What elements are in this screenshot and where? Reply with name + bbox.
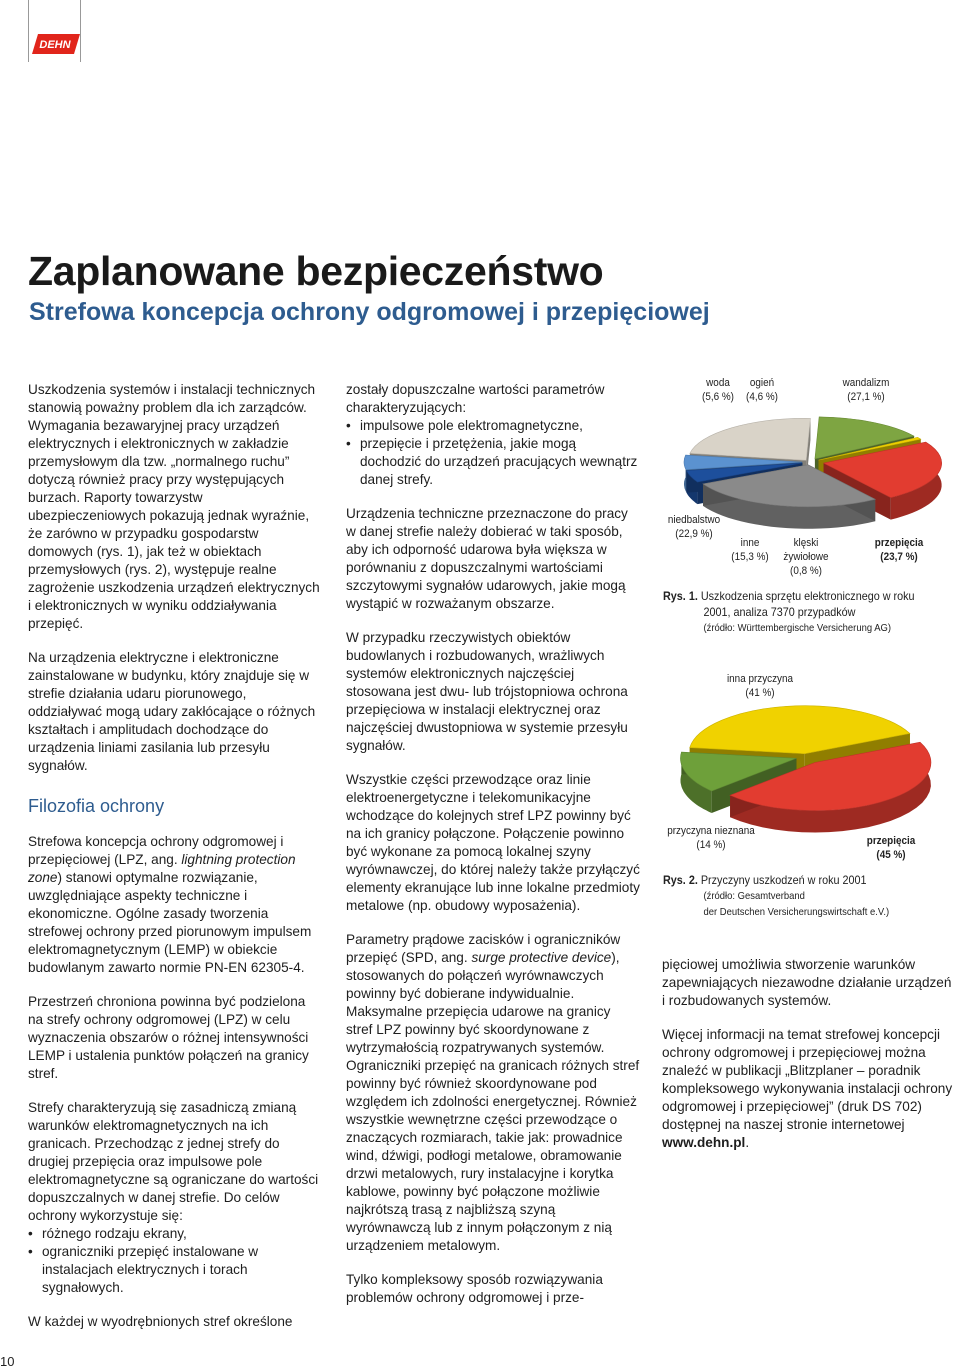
column-1 [28,381,324,1347]
pie-slice-niedbalstwo [690,418,811,460]
figure-caption-2: Rys. 2. Przyczyny uszkodzeń w roku 2001 (źródło: Gesamtverband der Deutschen Versicherungswirtschaft e.V.) [663,873,890,918]
paragraph: W przypadku rzeczywistych obiektów budowlanych i rozbudowanych, wrażliwych systemów elektronicznych najczęściej stosowana jest dwu- lub trójstopniowa ochrona przepięciowa w instalacji elektrycznej oraz najczęściej dwustopniowa w systemie przesyłu sygnałów. [346,630,628,753]
paragraph: W każdej w wyodrębnionych stref określone [28,1314,293,1329]
paragraph: Urządzenia techniczne przeznaczone do pracy w danej strefie należy dobierać w taki sposób, aby ich odporność udarowa była większa w porównaniu z dopuszczalnymi wartościami szczytowymi sygnałów udarowych, jakie mogą wystąpić w rozważanym obszarze. [346,506,628,611]
column-2 [346,381,640,1323]
bullet-list [346,417,640,489]
margin-line-right [80,0,81,62]
label-kleski: klęski żywiołowe (0,8 %) [783,537,829,577]
logo-text: DEHN [39,39,71,51]
list-item: • różnego rodzaju ekrany, [28,1225,324,1243]
website-link[interactable]: www.dehn.pl [662,1135,746,1150]
label-inne: inne (15,3 %) [731,537,769,563]
paragraph: zostały dopuszczalne wartości parametrów charakteryzujących: [346,382,605,415]
paragraph: Wszystkie części przewodzące oraz linie elektroenergetyczne i telekomunikacyjne wchodzące do kolejnych stref LPZ powinny być na ich granicy połączone. Połączenie powinno być wykonane za pomocą lokalnej szyny wyrównawczej, do której należy także przyłączyć elementy ekranujące lub inne lokalne przedmioty metalowe (np. obudowy wyposażenia). [346,772,640,913]
label-inna-przyczyna: inna przyczyna (41 %) [726,673,794,699]
paragraph: Uszkodzenia systemów i instalacji technicznych stanowią poważny problem dla ich zarządców. Wymagania bezawaryjnej pracy urządzeń elektrycznych i elektronicznych w zakładzie przemysłowym dla tzw. „normalnego ruchu” dotyczą również pracy przy występujących burzach. Raporty towarzystw ubezpieczeniowych pokazują jednak wyraźnie, że zarówno w przypadku gospodarstw domowych (rys. 1), jak też w obiektach przemysłowych (rys. 2), występuje realne zagrożenie uszkodzenia urządzeń elektrycznych i elektronicznych w wyniku oddziaływania przepięć. [28,382,320,631]
paragraph: Więcej informacji na temat strefowej koncepcji ochrony odgromowej i przepięciowej można znaleźć w publikacji „Blitzplaner – poradnik kompleksowego wykonywania instalacji ochrony odgromowej i przepięciowej” (druk DS 702) dostępnej na naszej stronie internetowej www.dehn.pl. [662,1027,953,1150]
page-title: Zaplanowane bezpieczeństwo [28,248,604,294]
dehn-logo [30,30,80,58]
page-number: 10 [0,1354,15,1369]
paragraph: Strefowa koncepcja ochrony odgromowej i przepięciowej (LPZ, ang. lightning protection zone) stanowi optymalne rozwiązanie, uwzględniające aspekty techniczne i ekonomiczne. Ogólne zasady tworzenia strefowej ochrony przed piorunowym impulsem elektromagnetycznym (LEMP) w obiekcie budowlanym zawarto normie PN-EN 62305-4. [28,834,312,975]
paragraph: pięciowej umożliwia stworzenie warunków zapewniających niezawodne działanie urządzeń i rozbudowanych systemów. [662,957,952,1008]
paragraph: Na urządzenia elektryczne i elektroniczne zainstalowane w budynku, który znajduje się w strefie działania udaru piorunowego, oddziaływać mogą udary zakłócające o różnych kształtach i amplitudach dochodzące do urządzenia liniami zasilania lub przesyłu sygnałów. [28,650,316,773]
margin-line-left [28,0,29,62]
label-wandalizm: wandalizm (27,1 %) [842,377,890,403]
label-ogien: ogień (4,6 %) [746,377,778,403]
list-item: • ograniczniki przepięć instalowane w instalacjach elektrycznych i torach sygnałowych. [28,1243,324,1297]
list-item: • przepięcie i przetężenia, jakie mogą dochodzić do urządzeń pracujących wewnątrz danej strefy. [346,435,640,489]
paragraph: Strefy charakteryzują się zasadniczą zmianą warunków elektromagnetycznych na ich granicach. Przechodząc z jednej strefy do drugiej przepięcia oraz impulsowe pole elektromagnetyczne są ograniczane do wartości dopuszczalnych w danej strefie. Do celów ochrony wykorzystuje się: [28,1100,319,1223]
section-heading: Filozofia ochrony [28,796,165,816]
list-item: • impulsowe pole elektromagnetyczne, [346,417,640,435]
bullet-list [28,1225,324,1297]
column-3 [662,956,957,1168]
label-przyczyna-nieznana: przyczyna nieznana (14 %) [667,825,755,851]
paragraph: Przestrzeń chroniona powinna być podzielona na strefy ochrony odgromowej (LPZ) w celu wyznaczenia obszarów o różnej intensywności LEMP i ustalenia punktów połączeń na granicy stref. [28,994,309,1081]
label-niedbalstwo: niedbalstwo (22,9 %) [667,514,721,540]
label-przepiecia-2: przepięcia (45 %) [866,835,916,861]
paragraph: Parametry prądowe zacisków i ograniczników przepięć (SPD, ang. surge protective device), stosowanych do połączeń wyrównawczych powinny być dobierane indywidualnie. Maksymalne przepięcia udarowe na granicy stref LPZ powinny być skoordynowane z wytrzymałością rozpatrywanych systemów. Ograniczniki przepięć na granicach różnych stref powinny być również skoordynowane pod względem ich zdolności energetycznej. Również wszystkie wewnętrzne części przewodzące o znaczących rozmiarach, takie jak: prowadnice wind, dźwigi, podłogi metalowe, obramowanie drzwi metalowych, rury instalacyjne i korytka kablowe, powinny być połączone możliwie najkrótszą trasą z najbliższą szyną wyrównawczą lub z innym połączonym z nią urządzeniem metalowym. [346,932,640,1253]
label-przepiecia: przepięcia (23,7 %) [874,537,924,563]
figure-caption-1: Rys. 1. Uszkodzenia sprzętu elektronicznego w roku 2001, analiza 7370 przypadków (źródło: Württembergische Versicherung AG) [663,589,915,634]
paragraph: Tylko kompleksowy sposób rozwiązywania problemów ochrony odgromowej i prze- [346,1272,603,1305]
label-woda: woda (5,6 %) [702,377,734,403]
page-subtitle: Strefowa koncepcja ochrony odgromowej i przepięciowej [29,298,710,326]
